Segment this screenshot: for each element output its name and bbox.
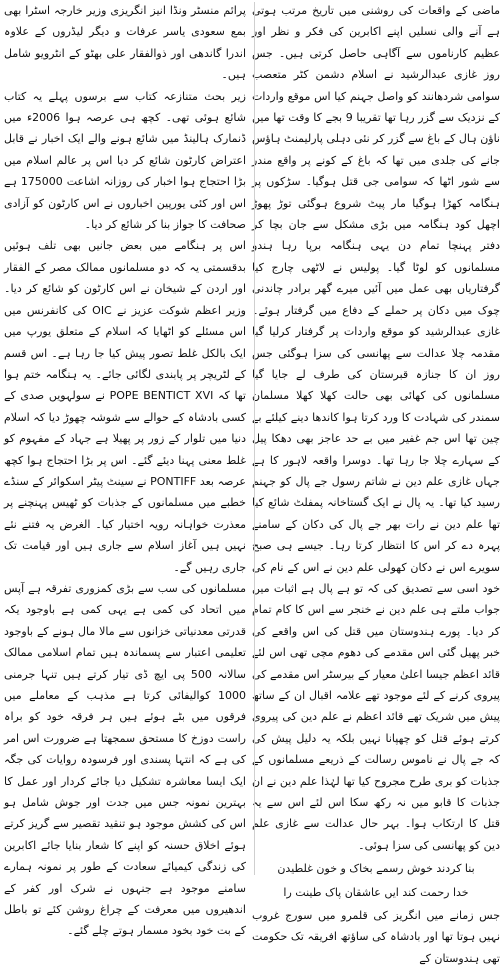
right-column — [252, 0, 500, 965]
left-paragraph-4: مسلمانوں کی سب سے بڑی کمزوری تفرقہ ہے آپس میں اتحاد کی کمی ہے یہی کمی ہے باوجود یکہ قدرتی معدنیاتی خزانوں سے مالا مال ہونے کے باوجود تعلیمی اعتبار سے پسماندہ ہیں تمام اسلامی ممالک سالانہ 500 پی ایچ ڈی تیار کرتے ہیں تنہا جرمنی 1000 کوالیفائی کرتا ہے مذہب کے معاملے میں فرقوں میں بٹے ہوئے ہیں ہر فرقہ خود کو براہ راست دوزخ کا مستحق سمجھتا ہے ضرورت اس امر کی ہے کہ انتہا پسندی اور فرسودہ روایات کی جگہ ایک ایسا معاشرہ تشکیل دیا جائے کردار اور عمل کا بہترین نمونہ جس میں جدت اور جوش شامل ہو اس کی کشش موجود ہو تنقید تقصیر سے گریز کرتے ہوئے اخلاق حسنہ کو اپنے کا شعار بنایا جائے اکابرین کی زندگی کیمیائے سعادت کے طور پر نمونہ ہمارے سامنے موجود ہے جنہوں نے شرک اور کفر کے اندھیروں میں معرفت کے چراغ روشن کئے تو باطل کے بت خود بخود مسمار ہوتے چلے گئے۔ — [4, 581, 246, 938]
left-paragraph-1: پرائم منسٹر ونڈا انیز انگریزی وزیر خارجہ اسٹرا بھی بمع سعودی یاسر عرفات و دیگر لیڈروں کے علاوہ اندرا گاندھی اور ذوالفقار علی بھٹو کے انٹرویو شامل ہیں۔ — [4, 4, 246, 82]
column-divider — [254, 2, 255, 875]
left-paragraph-3: اس پر ہنگامے میں بعض جانیں بھی تلف ہوئیں بدقسمتی یہ کہ دو مسلمانوں ممالک مصر کے الفقار اور اردن کے شیخان نے اس کارٹون کو شائع کر دیا۔ وزیر اعظم شوکت عزیز نے OIC کی کانفرنس میں اس مسئلے کو اٹھایا کہ اسلام کے متعلق یورپ میں ایک بالکل غلط تصور پیش کیا جا رہا ہے۔ اس قسم کے لٹریچر پر پابندی لگائی جائے۔ یہ ہنگامہ ختم ہوا تھا کہ POPE BENTICT XVI نے سولہویں صدی کے کسی بادشاہ کے حوالے سے شوشہ چھوڑ دیا کہ اسلام دنیا میں تلوار کے زور پر پھیلا ہے جہاد کے مفہوم کو غلط معنی پہنا دیئے گئے۔ اس پر بڑا احتجاج ہوا کچھ عرصہ بعد PONTIFF نے سینٹ پیٹر اسکوائر کے سنڈے خطبے میں مسلمانوں کے جذبات کو ٹھیس پہنچنے پر معذرت خواہانہ رویہ اختیار کیا۔ الغرض یہ فتنے نئے نہیں ہیں آغاز اسلام سے جاری ہیں اور قیامت تک جاری رہیں گے۔ — [4, 239, 246, 574]
persian-verse-line-1: بنا کردند خوش رسمے بخاک و خون غلطیدن — [277, 862, 475, 876]
right-closing-paragraph: جس زمانے میں انگریز کی قلمرو میں سورج غروب نہیں ہوتا تھا اور بادشاہ کی ساؤتھ افریقہ تک حکومت تھی ہندوستان کے — [252, 909, 500, 965]
left-column — [4, 0, 247, 938]
right-paragraph: ماضی کے واقعات کی روشنی میں تاریخ مرتب ہوتی ہے آنے والی نسلیں اپنے اکابرین کی فکر و نظر اور عظیم کارناموں سے آگاہی حاصل کرتی ہیں۔ جس روز غازی عبدالرشید نے اسلام دشمن کٹر متعصب سوامی شردھانند کو واصل جہنم کیا اس موقع واردات کے نزدیک سے گزر رہا تھا تقریبا 9 بجے کا وقت تھا میں ناؤن ہال کے باغ سے گزر کر نئی دہلی پارلیمنٹ ہاؤس جانے کی جلدی میں تھا کہ باغ کے کونے پر واقع مندر سے شور اٹھا کہ سوامی جی قتل ہوگیا۔ سڑکوں پر ہنگامہ کھڑا ہوگیا مار پیٹ شروع ہوگئی توڑ پھوڑ اچھل کود ہنگامہ میں بڑی مشکل سے جان بچا کر دفتر پہنچا تمام دن یہی ہنگامہ برپا رہا ہندو مسلمانوں کو لوٹا گیا۔ پولیس نے لاٹھی چارج کیا گرفتاریاں بھی عمل میں آئیں میرے گھر برادر چاندنی چوک میں دکان پر حملے کے دفاع میں گرفتار ہوئے۔ غازی عبدالرشید کو موقع واردات پر گرفتار کرلیا گیا مقدمہ چلا عدالت سے پھانسی کی سزا ہوگئی جس روز ان کا جنازہ قبرستان کی طرف لے جایا گیا مسلمانوں کی کھائی بھی حالت کھلا کھلا مسلمان سمندر کی شہادت کا ورد کرتا ہوا کاندھا دینے کیلئے بے چین تھا اس جم غفیر میں بے حد عاجز بھی دھکا پیل کے سہارے چلا جا رہا تھا۔ دوسرا واقعہ لاہور کا ہے جہاں غازی علم دین نے شاتم رسول جے پال کو جہنم رسید کیا تھا۔ یہ پال نے ایک گستاخانہ پمفلٹ شائع کیا تھا علم دین نے رات بھر جے پال کی دکان کے سامنے پہرہ دے کر اس کا انتظار کرتا رہا۔ جیسے ہی صبح سویرے اس نے دکان کھولی علم دین نے اس کے نام کی خود اسی سے تصدیق کی کہ تو ہے پال ہے اثبات میں جواب ملتے ہی علم دین نے خنجر سے اس کا کام تمام کر دیا۔ پورے ہندوستان میں قتل کی اس واقعے کی خبر پھیل گئی اس مقدمے کی دھوم مچی تھی اس لئے قائد اعظم جیسا اعلیٰ معیار کے بیرسٹر اس مقدمے کی پیروی کرنے کے لئے موجود تھے علامہ اقبال ان کے ساتھ پیش میں شریک تھے قائد اعظم نے علم دین کی پیروی کرتے ہوئے قتل کو چھپانا نہیں بلکہ یہ دلیل پیش کی کہ جے پال نے ناموس رسالت کے ذریعے مسلمانوں کے جذبات کو بری طرح مجروح کیا تھا لہٰذا علم دین نے ان جذبات کا قابو میں نہ رکھ سکا اس لئے اس سے یہ قتل کا ارتکاب ہوا۔ بہر حال عدالت سے غازی علم دین کو پھانسی کی سزا ہوئی۔ — [252, 4, 500, 852]
persian-verse-line-2: خدا رحمت کند ایں عاشقان پاک طینت را — [283, 885, 469, 899]
left-paragraph-2: زیر بحث متنازعہ کتاب سے برسوں پہلے یہ کتاب شائع ہوئی تھی۔ کچھ ہی عرصہ ہوا 2006ء میں ڈنمارک ہالینڈ میں شائع ہونے والے ایک اخبار نے قابل اعتراض کارٹون شائع کر دیا اس پر عالم اسلام میں بڑا احتجاج ہوا اخبار کی روزانہ اشاعت 175000 ہے اس اور کئی یورپین اخباروں نے اس کارٹون کو آزادی صحافت کا جواز بنا کر شائع کر دیا۔ — [4, 89, 247, 232]
